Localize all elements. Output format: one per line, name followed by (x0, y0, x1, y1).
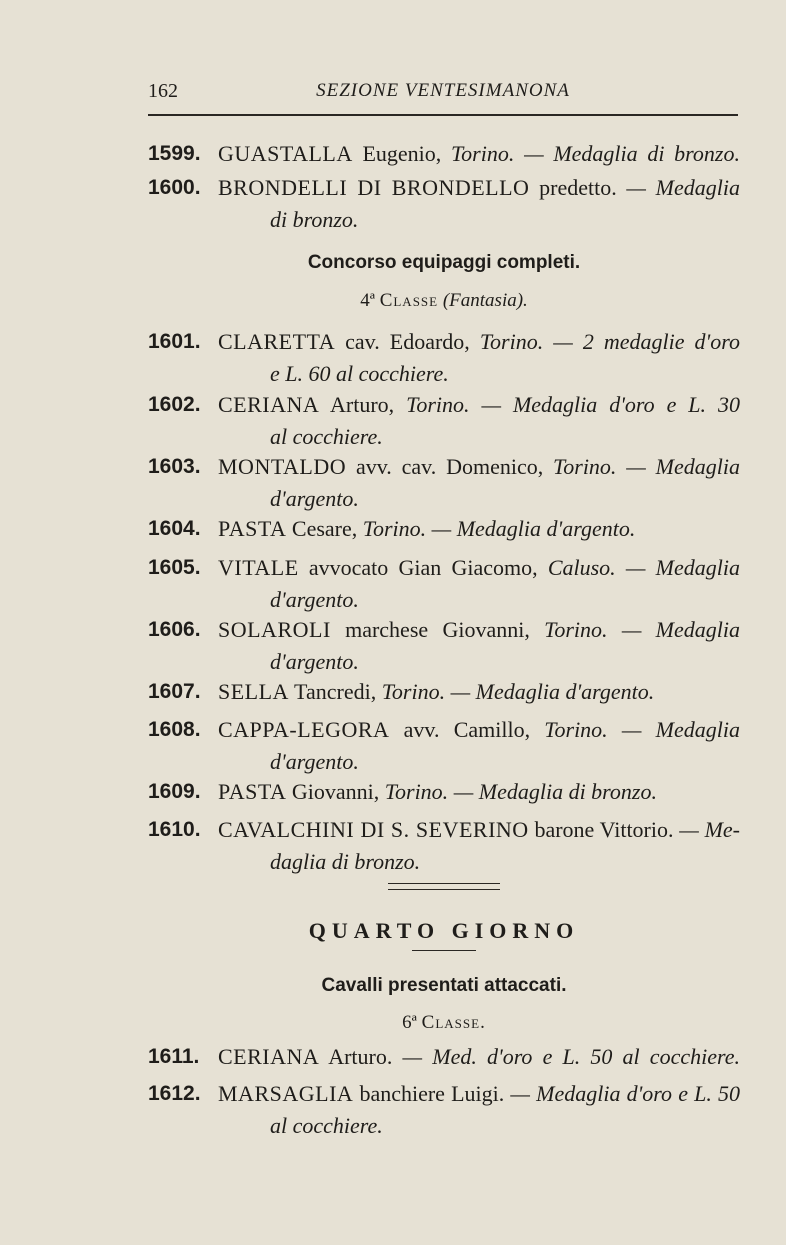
entry-number: 1610. (148, 818, 201, 841)
entry-continuation: daglia di bronzo. (270, 849, 421, 874)
entry-place: Torino. (553, 454, 617, 479)
entry-name: SOLAROLI (218, 617, 331, 642)
entry-continuation: al cocchiere. (270, 1113, 383, 1138)
entry-award: — Medaglia (616, 454, 740, 479)
entry-name: CAPPA-LEGORA (218, 717, 390, 742)
entry-award: — Medaglia d'oro e L. 50 (510, 1081, 741, 1106)
entry-place: Torino. (362, 516, 427, 541)
entry-continuation: al cocchiere. (270, 424, 383, 449)
entry-details: avvocato Gian Giacomo, (298, 555, 548, 580)
header-rule (148, 114, 738, 116)
entry-line (218, 513, 740, 545)
entry-name: BRONDELLI DI BRONDELLO (218, 175, 530, 200)
running-title: SEZIONE VENTESIMANONA (316, 80, 570, 101)
class-word: Classe. (421, 1012, 486, 1033)
entry-number: 1606. (148, 618, 201, 641)
entry-details: Arturo, (319, 392, 407, 417)
entry-name: CERIANA (218, 392, 320, 417)
entry-number: 1608. (148, 718, 201, 741)
entry-line (218, 814, 740, 846)
entry-line (218, 389, 740, 421)
entry-place: Torino. (544, 717, 608, 742)
class-ordinal: 4ª (360, 290, 375, 311)
entry-name: CAVALCHINI DI S. SEVERINO (218, 817, 529, 842)
entry-line (218, 451, 740, 483)
entry-award: — Medaglia (607, 617, 740, 642)
entry-name: VITALE (218, 555, 299, 580)
entry-line (218, 714, 740, 746)
entry-number: 1607. (148, 680, 201, 703)
section-heading-equipaggi: Concorso equipaggi completi. (307, 252, 581, 273)
short-rule (412, 950, 476, 951)
entry-details: marchese Giovanni, (330, 617, 545, 642)
entry-award: — Medaglia d'argento. (426, 516, 636, 541)
entry-number: 1612. (148, 1082, 201, 1105)
entry-award: — Medaglia (626, 175, 740, 200)
entry-line (218, 172, 740, 204)
day-title: QUARTO GIORNO (308, 918, 580, 943)
entry-details: Arturo. (319, 1044, 403, 1069)
entry-name: PASTA (218, 516, 287, 541)
entry-line (218, 676, 740, 708)
entry-line (218, 776, 740, 808)
entry-continuation: di bronzo. (270, 207, 359, 232)
entry-name: SELLA (218, 679, 289, 704)
entry-award: — Medaglia di bronzo. (514, 141, 740, 166)
entry-details: Tancredi, (288, 679, 382, 704)
class-word: Classe (379, 290, 439, 311)
entry-line (218, 138, 740, 170)
entry-award: — Me- (679, 817, 740, 842)
entry-name: MARSAGLIA (218, 1081, 354, 1106)
entry-details: Cesare, (286, 516, 363, 541)
page-header (148, 80, 738, 110)
class-heading-4 (148, 290, 740, 312)
entry-line (218, 552, 740, 584)
entry-name: CERIANA (218, 1044, 320, 1069)
entry-line (218, 1078, 740, 1110)
entry-number: 1609. (148, 780, 201, 803)
entry-number: 1603. (148, 455, 201, 478)
section-heading-cavalli: Cavalli presentati attaccati. (321, 975, 567, 996)
class-subtitle: (Fantasia). (442, 290, 528, 311)
entry-details: avv. Camillo, (389, 717, 545, 742)
entry-continuation: d'argento. (270, 649, 359, 674)
entry-place: Torino. (450, 141, 515, 166)
page-number: 162 (148, 80, 178, 102)
class-heading-6 (148, 1012, 740, 1034)
entry-details: Giovanni, (286, 779, 385, 804)
entry-place: Torino. (479, 329, 544, 354)
entry-award: — Medaglia (607, 717, 740, 742)
entry-award: — 2 medaglie d'oro (543, 329, 740, 354)
entry-details: Eugenio, (352, 141, 451, 166)
entry-details: barone Vittorio. (528, 817, 680, 842)
entry-number: 1602. (148, 393, 201, 416)
entry-details: banchiere Luigi. (353, 1081, 511, 1106)
entry-details: predetto. (529, 175, 627, 200)
entry-award: — Med. d'oro e L. 50 al cocchiere. (402, 1044, 740, 1069)
entry-number: 1605. (148, 556, 201, 579)
entry-award: — Medaglia d'oro e L. 30 (469, 392, 740, 417)
entry-continuation: d'argento. (270, 587, 359, 612)
entry-name: CLARETTA (218, 329, 336, 354)
entry-continuation: e L. 60 al cocchiere. (270, 361, 449, 386)
entry-number: 1604. (148, 517, 201, 540)
double-rule-divider (388, 883, 500, 890)
entry-award: — Medaglia d'argento. (445, 679, 655, 704)
entry-number: 1611. (148, 1045, 200, 1068)
entry-number: 1601. (148, 330, 201, 353)
entry-continuation: d'argento. (270, 486, 359, 511)
entry-line (218, 326, 740, 358)
entry-name: MONTALDO (218, 454, 347, 479)
entry-place: Torino. (381, 679, 446, 704)
entry-place: Torino. (544, 617, 608, 642)
entry-line (218, 1041, 740, 1073)
entry-award: — Medaglia di bronzo. (448, 779, 657, 804)
entry-name: GUASTALLA (218, 141, 353, 166)
entry-name: PASTA (218, 779, 287, 804)
entry-details: avv. cav. Domenico, (346, 454, 554, 479)
entry-line (218, 614, 740, 646)
entry-place: Torino. (384, 779, 449, 804)
entry-continuation: d'argento. (270, 749, 359, 774)
entry-place: Torino. (406, 392, 470, 417)
entry-number: 1599. (148, 142, 201, 165)
entry-details: cav. Edoardo, (335, 329, 480, 354)
entry-number: 1600. (148, 176, 201, 199)
entry-place: Caluso. (547, 555, 616, 580)
entry-award: — Medaglia (615, 555, 740, 580)
class-ordinal: 6ª (402, 1012, 417, 1033)
